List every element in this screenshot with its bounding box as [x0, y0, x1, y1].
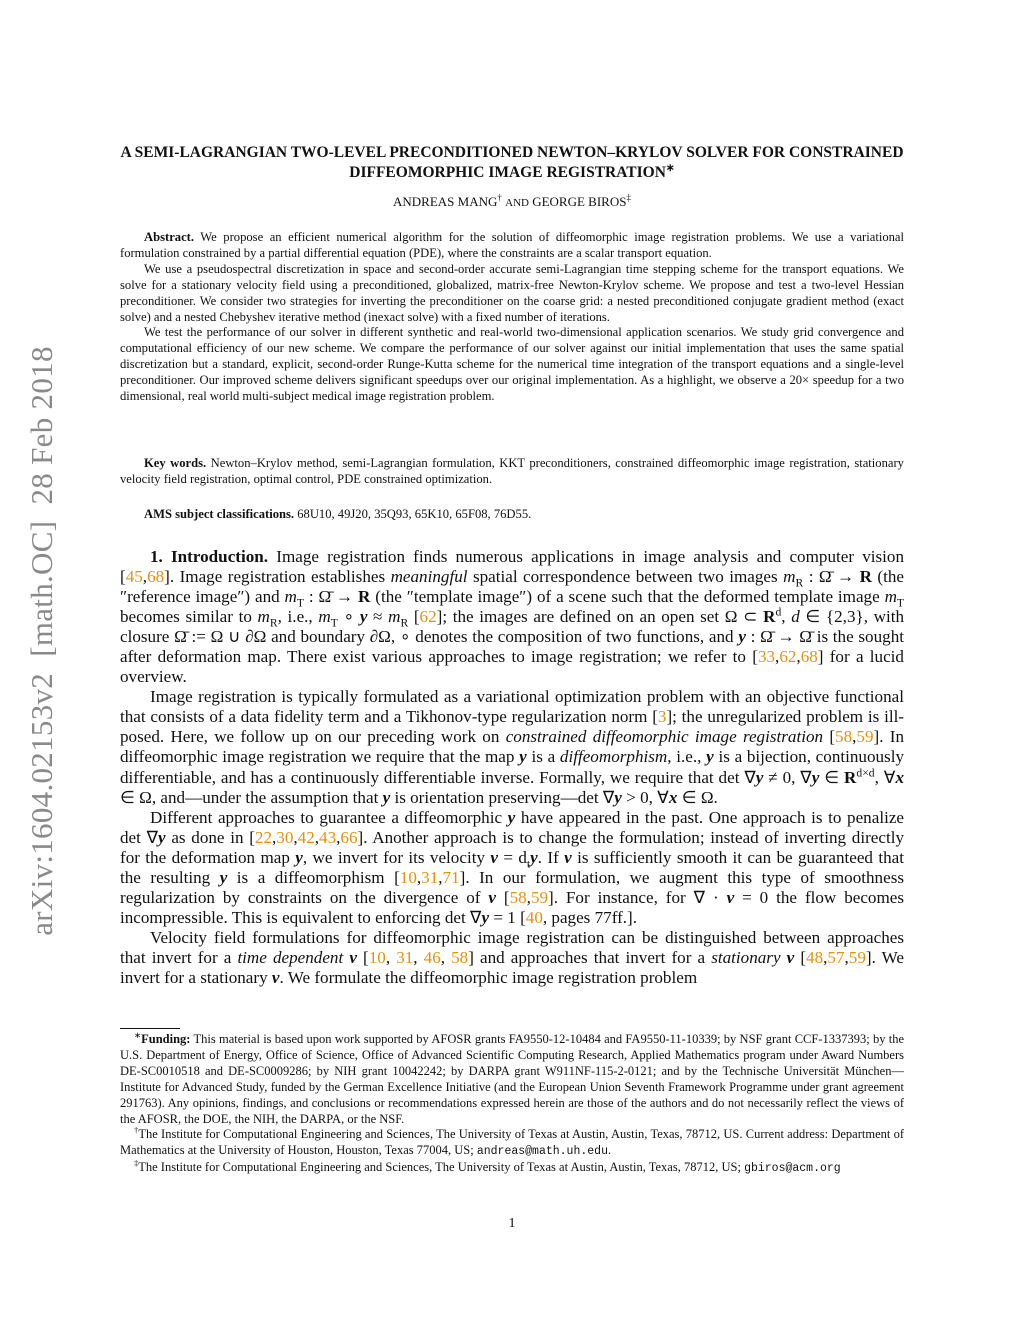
text: : Ω̄ → — [803, 567, 860, 587]
subscript: T — [896, 596, 905, 610]
citation-link[interactable]: 59 — [856, 727, 874, 747]
bold-text: R — [358, 587, 371, 607]
text: The Institute for Computational Engineering and Sciences, The University of Texas at Austin, Austin, Texas, 78712, US. Current address: Department of Mathematics at the University of Houston, Houston, Texas 77004, US; — [120, 1127, 905, 1158]
superscript: d×d — [856, 765, 875, 779]
text: Different approaches to guarantee a diffeomorphic — [150, 807, 508, 827]
math-vector: y — [706, 747, 714, 767]
bold-text: R — [763, 607, 776, 627]
text: is a — [526, 747, 560, 767]
text: , — [293, 827, 298, 847]
italic-text: m — [318, 607, 331, 627]
italic-text: meaningful — [390, 567, 468, 587]
text: as done in [ — [165, 827, 255, 847]
text: ]; the unregularized problem is ill-posed. Here, we follow up on our preceding work on — [120, 707, 905, 747]
citation-link[interactable]: 66 — [340, 827, 358, 847]
math-vector: v — [488, 887, 496, 907]
citation-link[interactable]: 46 — [423, 947, 441, 967]
text: is a bijection, continuously differentiable, and has a continuously differentiable inverse. Formally, we require that det ∇ — [120, 747, 905, 787]
math-vector: x — [668, 787, 678, 807]
superscript: d — [775, 605, 782, 619]
introduction-section — [120, 547, 904, 988]
math-vector: y — [811, 767, 820, 787]
paper-title — [120, 143, 904, 183]
text: Velocity field formulations for diffeomorphic image registration can be distinguished between approaches that invert for a — [120, 927, 904, 967]
text: , we invert for its velocity — [302, 847, 491, 867]
italic-text: diffeomorphism — [559, 747, 668, 767]
author-1-mark: † — [497, 192, 502, 203]
footnotes — [120, 1029, 905, 1177]
citation-link[interactable]: 31 — [421, 867, 439, 887]
subscript: R — [400, 616, 409, 630]
text: ≠ 0, ∇ — [763, 767, 812, 787]
text: (the ″reference image″) and — [120, 567, 904, 607]
citation-link[interactable]: 22 — [254, 827, 273, 847]
text: , — [438, 867, 443, 887]
text: [ — [408, 607, 420, 627]
citation-link[interactable]: 48 — [806, 947, 824, 967]
text: ∈ — [819, 767, 845, 787]
math-vector: y — [481, 907, 490, 927]
text: , — [413, 947, 424, 967]
text: : Ω̄ → — [304, 587, 359, 607]
text: have appeared in the past. One approach is to penalize det ∇ — [120, 807, 904, 847]
abstract-paragraph — [120, 230, 904, 262]
text: ] and approaches that invert for a — [468, 947, 712, 967]
text: We propose an efficient numerical algorithm for the solution of diffeomorphic image registration problems. We use a variational formulation constrained by a partial differential equation (PDE), where the constraints are a scalar transport equation. — [120, 230, 904, 260]
math-vector: v — [786, 947, 795, 967]
title-text: A SEMI-LAGRANGIAN TWO-LEVEL PRECONDITIONED NEWTON–KRYLOV SOLVER FOR CONSTRAINED DIFFEOMORPHIC IMAGE REGISTRATION — [120, 144, 904, 181]
italic-text: m — [284, 587, 297, 607]
citation-link[interactable]: 58 — [451, 947, 469, 967]
text: , — [142, 567, 148, 587]
citation-link[interactable]: 10 — [368, 947, 386, 967]
citation-link[interactable]: 57 — [827, 947, 845, 967]
citation-link[interactable]: 31 — [396, 947, 414, 967]
text: . If — [537, 847, 565, 867]
page-number: 1 — [508, 1216, 516, 1231]
abstract-paragraph — [120, 325, 904, 405]
keywords-paragraph — [120, 456, 904, 488]
text: : Ω̄ → Ω̄ is the sought after deformation map. There exist various approaches to image registration; we refer to [ — [120, 627, 904, 667]
italic-text: m — [884, 587, 897, 607]
text: (the ″template image″) of a scene such that the deformed template image — [370, 587, 885, 607]
intro-paragraph — [120, 928, 904, 988]
text: , — [336, 827, 341, 847]
superscript: † — [134, 1125, 139, 1136]
text: spatial correspondence between two images — [467, 567, 784, 587]
math-vector: y — [158, 827, 166, 847]
text: Newton–Krylov method, semi-Lagrangian formulation, KKT preconditioners, constrained diffeomorphic image registration, stationary velocity field registration, optimal control, PDE constrained optimization. — [120, 456, 904, 486]
keywords — [120, 456, 904, 488]
text: [ — [823, 727, 836, 747]
intro-paragraph — [120, 808, 904, 928]
citation-link[interactable]: 68 — [147, 567, 165, 587]
italic-text: m — [257, 607, 270, 627]
text: ]. Another approach is to change the formulation; instead of inverting directly for the deformation map — [120, 827, 904, 867]
authors-and: AND — [505, 197, 529, 209]
citation-link[interactable]: 40 — [525, 907, 543, 927]
bold-text: Key words. — [144, 456, 207, 470]
subscript: R — [795, 576, 804, 590]
math-vector: v — [726, 887, 735, 907]
math-vector: y — [519, 747, 527, 767]
math-vector: y — [738, 627, 746, 647]
text: , — [416, 867, 422, 887]
math-vector: v — [271, 967, 280, 987]
text: ]. Image registration establishes — [164, 567, 391, 587]
footnotes-paragraph — [120, 1127, 904, 1160]
bold-text: R — [859, 567, 872, 587]
footnotes-paragraph — [120, 1160, 904, 1177]
citation-link[interactable]: 30 — [276, 827, 294, 847]
citation-link[interactable]: 68 — [800, 647, 818, 667]
text: = 1 [ — [489, 907, 526, 927]
text: , — [440, 947, 452, 967]
text: [ — [495, 887, 510, 907]
italic-text: d — [791, 607, 800, 627]
intro-paragraph — [120, 687, 904, 807]
text: , — [844, 947, 849, 967]
text: > 0, ∀ — [621, 787, 669, 807]
subscript: T — [296, 596, 304, 610]
math-vector: y — [382, 787, 391, 807]
citation-link[interactable]: 62 — [779, 647, 797, 667]
math-vector: y — [614, 787, 622, 807]
bold-text: AMS subject classifications. — [144, 507, 295, 521]
title-footnote-mark: ∗ — [665, 162, 675, 174]
text: ]. In our formulation, we augment this type of smoothness regularization by constraints on the divergence of — [120, 867, 905, 907]
text: [ — [356, 947, 369, 967]
text: , pages 77ff.]. — [542, 907, 638, 927]
bold-text: R — [844, 767, 857, 787]
text: ∈ Ω, and—under the assumption that — [120, 787, 383, 807]
text: , i.e., — [277, 607, 319, 627]
text: = 0 the flow becomes incompressible. This is equivalent to enforcing det ∇ — [120, 887, 904, 927]
citation-link[interactable]: 58 — [509, 887, 527, 907]
citation-link[interactable]: 59 — [848, 947, 866, 967]
italic-text: m — [388, 607, 401, 627]
text: ∈ {2,3}, with closure Ω̄ := Ω ∪ ∂Ω and boundary ∂Ω, ∘ denotes the composition of two functions, and — [120, 607, 905, 647]
text: , ∀ — [874, 767, 896, 787]
math-vector: y — [359, 607, 368, 627]
italic-text: constrained diffeomorphic image registration — [505, 727, 824, 747]
text: This material is based upon work supported by AFOSR grants FA9550-12-10484 and FA9550-11-10339; by NSF grant CCF-1337393; by the U.S. Department of Energy, Office of Science, Office of Advanced Scientific Computing Research, Applied Mathematics program under Award Numbers DE-SC0010518 and DE-SC0009286; by NIH grant 10042242; by DARPA grant W911NF-115-2-0121; and by the Technische Universität München—Institute for Advanced Study, funded by the German Excellence Initiative (and the European Union Seventh Framework Programme under grant agreement 291763). Any opinions, findings, and conclusions or recommendations expressed herein are those of the authors and do not necessarily reflect the views of the AFOSR, the DOE, the NIH, the DARPA, or the NSF. — [120, 1032, 904, 1126]
math-vector: v — [564, 847, 572, 867]
text: [ — [794, 947, 807, 967]
text: , — [796, 647, 801, 667]
subscript: R — [269, 616, 278, 630]
authors — [120, 194, 904, 210]
italic-text: m — [783, 567, 796, 587]
text: ∈ Ω. — [677, 787, 718, 807]
text: . We formulate the diffeomorphic image registration problem — [279, 967, 698, 987]
author-2: GEORGE BIROS — [532, 194, 627, 209]
abstract-paragraph — [120, 262, 904, 326]
citation-link[interactable]: 3 — [657, 707, 667, 727]
text: is sufficiently smooth it can be guaranteed that the resulting — [120, 847, 904, 887]
text: We use a pseudospectral discretization in space and second-order accurate semi-Lagrangian time stepping scheme for the transport equations. We solve for a stationary velocity field using a preconditioned, globalized, matrix-free Newton-Krylov scheme. We propose and test a two-level Hessian preconditioner. We consider two strategies for inverting the preconditioner on the coarse grid: a nested preconditioned conjugate gradient method (exact solve) and a nested Chebyshev iterative method (inexact solve) with a fixed number of iterations. — [120, 261, 904, 324]
italic-text: time dependent — [237, 947, 344, 967]
text: ≈ — [367, 607, 389, 627]
author-2-mark: ‡ — [626, 192, 631, 203]
text: is orientation preserving—det ∇ — [390, 787, 615, 807]
text: 68U10, 49J20, 35Q93, 65K10, 65F08, 76D55. — [294, 507, 532, 521]
footnotes-paragraph — [120, 1029, 904, 1127]
citation-link[interactable]: 71 — [442, 867, 460, 887]
text: , — [314, 827, 320, 847]
text: , — [385, 947, 397, 967]
bold-text: Funding: — [141, 1032, 191, 1046]
text: Image registration is typically formulated as a variational optimization problem with an objective functional that consists of a data fidelity term and a Tikhonov-type regularization norm [ — [120, 687, 904, 727]
citation-link[interactable]: 58 — [835, 727, 853, 747]
text: We test the performance of our solver in different synthetic and real-world two-dimensional application scenarios. We study grid convergence and computational efficiency of our new scheme. We compare the performance of our solver against our initial implementation that uses the same spatial discretization but a standard, explicit, second-order Runge-Kutta scheme for the numerical time integration of the transport equations and a single-level preconditioner. Our improved scheme delivers significant speedups over our original implementation. As a highlight, we observe a 20× speedup for a two dimensional, real world multi-subject medical image registration problem. — [120, 325, 904, 404]
bold-text: Abstract. — [144, 230, 195, 244]
superscript: ‡ — [134, 1158, 139, 1169]
text: , — [272, 827, 277, 847]
abstract — [120, 230, 904, 405]
text: , — [823, 947, 828, 967]
citation-link[interactable]: 43 — [319, 827, 337, 847]
text: is a diffeomorphism [ — [227, 867, 400, 887]
author-1: ANDREAS MANG — [393, 194, 498, 209]
text: Image registration finds numerous applications in image analysis and computer vision [ — [120, 547, 904, 587]
citation-link[interactable]: 62 — [419, 607, 437, 627]
text: , — [526, 887, 531, 907]
text: ]. We invert for a stationary — [120, 947, 904, 987]
text: The Institute for Computational Engineering and Sciences, The University of Texas at Austin, Austin, Texas, 78712, US; — [138, 1160, 745, 1175]
bold-text: 1. Introduction. — [150, 547, 269, 566]
text: , — [775, 647, 780, 667]
text: ∘ — [337, 607, 360, 627]
email: gbiros@acm.org — [744, 1162, 841, 1176]
math-vector: v — [349, 947, 357, 967]
citation-link[interactable]: 10 — [399, 867, 417, 887]
math-vector: y — [507, 807, 516, 827]
email: andreas@math.uh.edu — [476, 1145, 608, 1159]
text: ]; the images are defined on an open set Ω ⊂ — [436, 607, 764, 627]
subscript: t — [526, 857, 531, 871]
ams-paragraph — [120, 507, 904, 523]
math-vector: v — [490, 847, 498, 867]
text: . — [607, 1143, 612, 1158]
math-vector: y — [755, 767, 764, 787]
citation-link[interactable]: 33 — [757, 647, 776, 667]
text: ]. In diffeomorphic image registration we require that the map — [120, 727, 904, 767]
math-vector: y — [219, 867, 228, 887]
ams-classifications — [120, 507, 904, 523]
text: ] for a lucid overview. — [120, 647, 904, 687]
text: becomes similar to — [120, 607, 258, 627]
text: ]. For instance, for ∇ · — [548, 887, 727, 907]
math-vector: x — [895, 767, 904, 787]
math-vector: y — [295, 847, 303, 867]
math-vector: y — [530, 847, 538, 867]
text: = d — [497, 847, 527, 867]
citation-link[interactable]: 45 — [125, 567, 143, 587]
text: , — [781, 607, 792, 627]
intro-paragraph — [120, 547, 904, 687]
subscript: T — [330, 616, 338, 630]
citation-link[interactable]: 42 — [297, 827, 315, 847]
text: , — [852, 727, 857, 747]
arxiv-identifier-sidebar: arXiv:1604.02153v2 [math.OC] 28 Feb 2018 — [24, 346, 59, 936]
italic-text: stationary — [711, 947, 781, 967]
footnote-rule — [120, 1028, 180, 1029]
text: , i.e., — [667, 747, 707, 767]
superscript: ∗ — [134, 1029, 142, 1040]
citation-link[interactable]: 59 — [530, 887, 549, 907]
